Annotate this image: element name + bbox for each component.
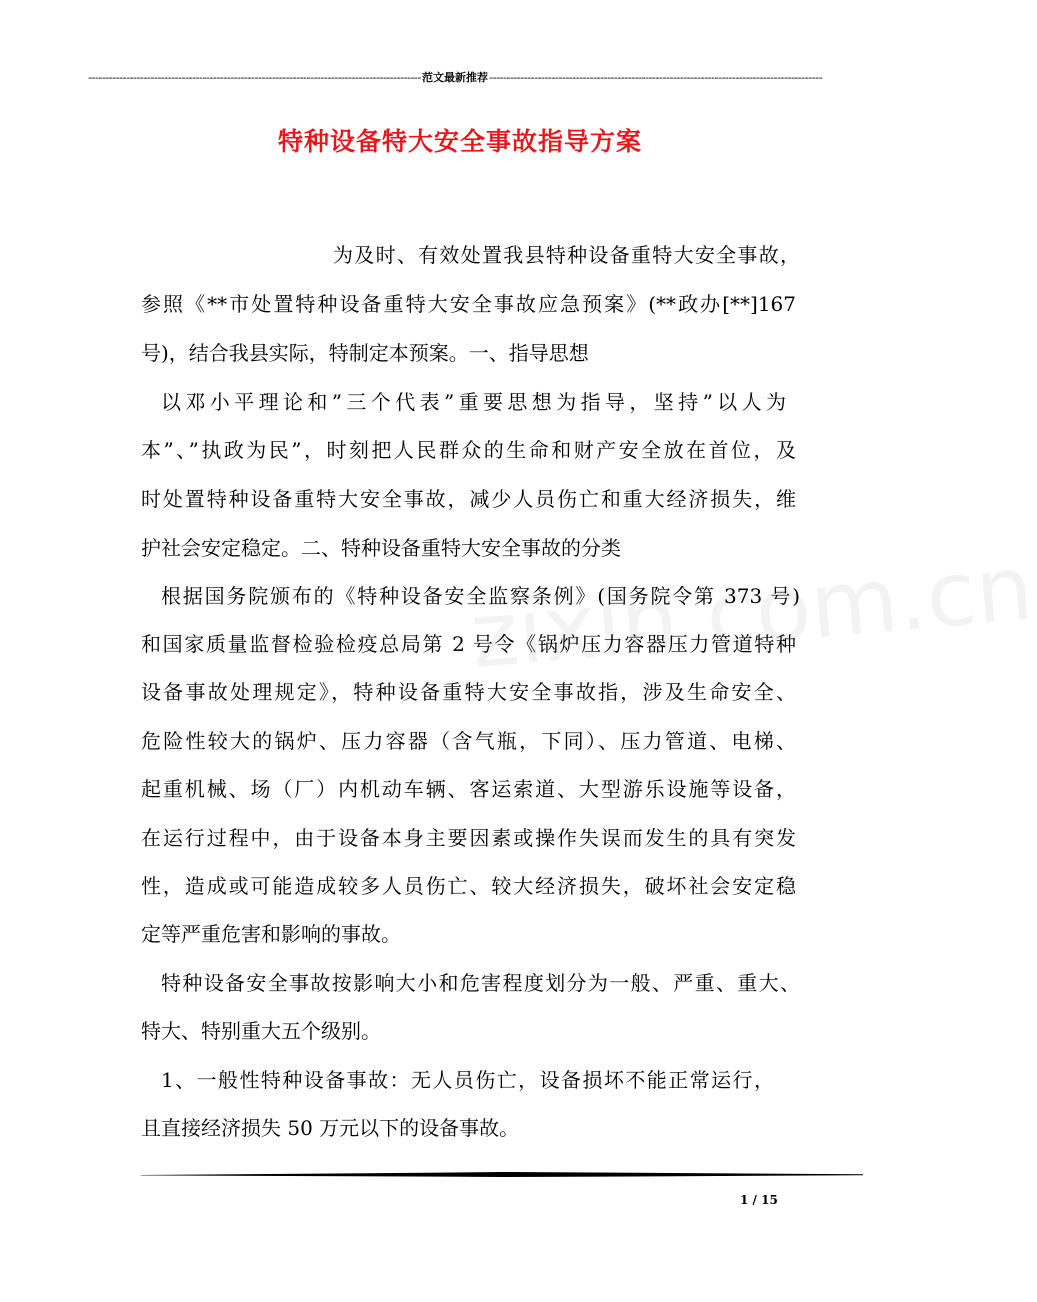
body-line-6: 时处置特种设备重特大安全事故，减少人员伤亡和重大经济损失，维 <box>141 487 796 511</box>
body-line-17: 特大、特别重大五个级别。 <box>141 1019 381 1043</box>
header-label: 范文最新推荐 <box>422 71 488 84</box>
footer-divider <box>141 1172 863 1177</box>
body-line-7: 护社会安定稳定。二、特种设备重特大安全事故的分类 <box>141 536 621 560</box>
body-line-1: 为及时、有效处置我县特种设备重特大安全事故， <box>333 243 800 267</box>
body-line-11: 危险性较大的锅炉、压力容器（含气瓶，下同）、压力管道、电梯、 <box>141 729 796 753</box>
body-line-5: 本”、”执政为民”，时刻把人民群众的生命和财产安全放在首位，及 <box>141 438 796 462</box>
page-header <box>87 68 823 86</box>
body-line-18: 1、一般性特种设备事故：无人员伤亡，设备损坏不能正常运行， <box>161 1068 774 1092</box>
body-line-16: 特种设备安全事故按影响大小和危害程度划分为一般、严重、重大、 <box>161 971 800 995</box>
header-dashes-left: ------------------------------------------------------------------------------------------------ <box>87 70 421 84</box>
body-line-4: 以邓小平理论和”三个代表”重要思想为指导，坚持”以人为 <box>161 390 786 414</box>
body-line-3: 号)，结合我县实际，特制定本预案。一、指导思想 <box>141 341 589 365</box>
body-line-10: 设备事故处理规定》，特种设备重特大安全事故指，涉及生命安全、 <box>141 680 796 704</box>
body-line-12: 起重机械、场（厂）内机动车辆、客运索道、大型游乐设施等设备， <box>141 777 796 801</box>
body-line-14: 性，造成或可能造成较多人员伤亡、较大经济损失，破坏社会安定稳 <box>141 874 796 898</box>
header-dashes-right: ------------------------------------------------------------------------------------------------ <box>489 70 823 84</box>
body-line-15: 定等严重危害和影响的事故。 <box>141 922 401 946</box>
body-line-9: 和国家质量监督检验检疫总局第 2 号令《锅炉压力容器压力管道特种 <box>141 632 796 656</box>
document-title: 特种设备特大安全事故指导方案 <box>277 127 642 156</box>
body-line-2: 参照《**市处置特种设备重特大安全事故应急预案》(**政办[**]167 <box>141 292 796 316</box>
page-number: 1 / 15 <box>740 1193 778 1207</box>
body-line-19: 且直接经济损失 50 万元以下的设备事故。 <box>141 1116 520 1140</box>
body-line-8: 根据国务院颁布的《特种设备安全监察条例》(国务院令第 373 号) <box>161 584 800 608</box>
body-line-13: 在运行过程中，由于设备本身主要因素或操作失误而发生的具有突发 <box>141 826 796 850</box>
